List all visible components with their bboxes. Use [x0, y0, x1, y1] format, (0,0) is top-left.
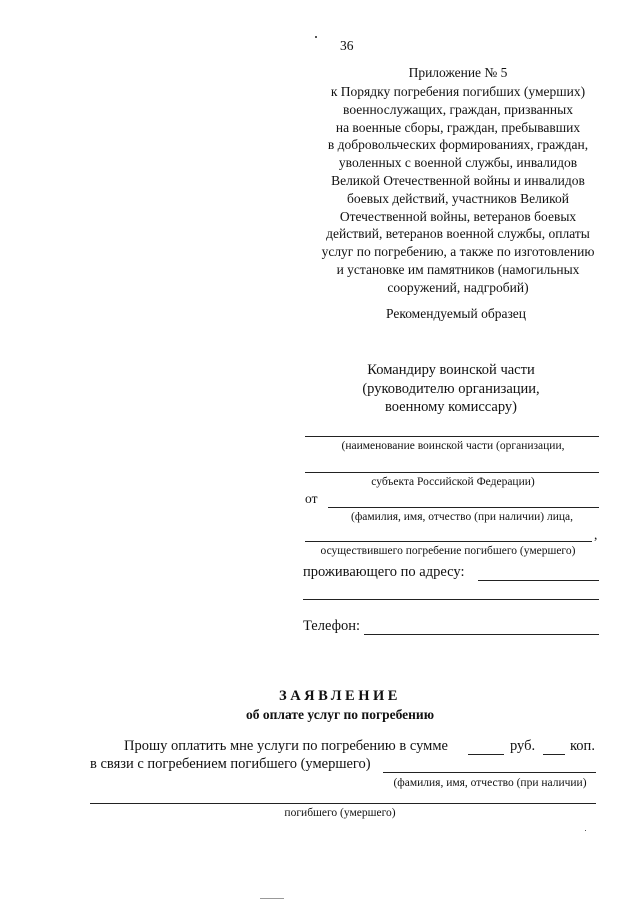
appendix-line: военнослужащих, граждан, призванных [343, 101, 573, 117]
scan-edge-mark [260, 898, 284, 899]
deceased-name-line-1[interactable] [383, 772, 596, 773]
subject-name-line[interactable] [305, 472, 599, 473]
rub-label: руб. [510, 738, 536, 754]
appendix-line: уволенных с военной службы, инвалидов [338, 155, 578, 171]
addressee-line: (руководителю организации, [362, 380, 540, 397]
subject-caption: субъекта Российской Федерации) [371, 476, 535, 488]
amount-rub-line[interactable] [468, 754, 504, 755]
address-line-2[interactable] [303, 599, 599, 600]
from-name-line[interactable] [328, 507, 599, 508]
appendix-line: Отечественной войны, ветеранов боевых [339, 208, 577, 224]
person-caption: (фамилия, имя, отчество (при наличии) лица, [351, 511, 573, 523]
address-label: проживающего по адресу: [303, 564, 465, 580]
trailing-comma: , [594, 527, 598, 542]
scan-speck [315, 36, 317, 38]
phone-label: Телефон: [303, 618, 361, 634]
from-label: от [305, 491, 318, 506]
phone-line[interactable] [364, 634, 599, 635]
addressee-block [301, 361, 601, 417]
appendix-line: на военные сборы, граждан, пребывавших [335, 119, 581, 135]
statement-subtitle: об оплате услуг по погребению [245, 707, 435, 722]
unit-name-caption: (наименование воинской части (организации, [341, 440, 565, 452]
appendix-line: Великой Отечественной войны и инвалидов [331, 172, 585, 188]
recommended-sample: Рекомендуемый образец [385, 306, 527, 321]
amount-kop-line[interactable] [543, 754, 565, 755]
appendix-line: сооружений, надгробий) [387, 279, 529, 295]
addressee-line: Командиру воинской части [367, 362, 535, 378]
appendix-text [288, 83, 628, 297]
deceased-name-line-2[interactable] [90, 803, 596, 804]
scan-speck [585, 830, 586, 831]
unit-name-line[interactable] [305, 436, 599, 437]
addressee-line: военному комиссару) [385, 399, 517, 415]
deceased-caption: погибшего (умершего) [284, 807, 396, 819]
appendix-line: в добровольческих формированиях, граждан, [327, 137, 589, 153]
appendix-line: действий, ветеранов военной службы, оплаты [326, 226, 590, 242]
appendix-line: услуг по погребению, а также по изготовлению [321, 244, 595, 260]
appendix-line: и установке им памятников (намогильных [336, 261, 580, 277]
burial-caption: осуществившего погребение погибшего (умершего) [320, 545, 576, 557]
statement-title: ЗАЯВЛЕНИЕ [279, 688, 401, 704]
connection-text: в связи с погребением погибшего (умершего) [90, 756, 371, 772]
kop-label: коп. [570, 738, 595, 754]
address-line-1[interactable] [478, 580, 599, 581]
appendix-line: к Порядку погребения погибших (умерших) [330, 84, 586, 99]
appendix-line: боевых действий, участников Великой [347, 190, 569, 206]
page-number: 36 [340, 38, 354, 53]
person-continuation-line[interactable] [305, 541, 592, 542]
request-text: Прошу оплатить мне услуги по погребению в сумме [124, 738, 448, 754]
name-caption: (фамилия, имя, отчество (при наличии) [393, 777, 587, 789]
appendix-title: Приложение № 5 [408, 65, 508, 80]
